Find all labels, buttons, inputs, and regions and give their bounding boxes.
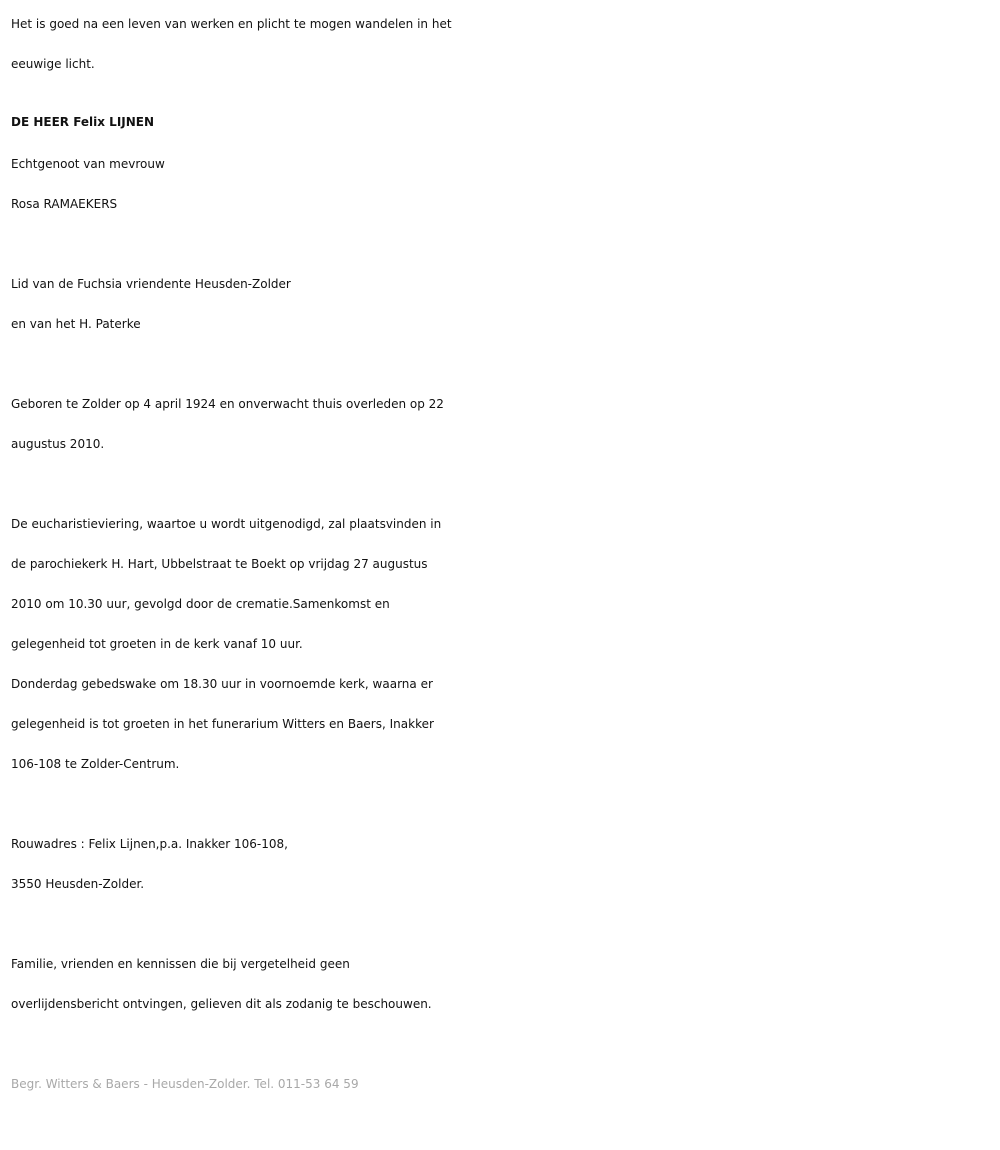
family-notice: [11, 944, 991, 1024]
address-line-1: Rouwadres : Felix Lijnen,p.a. Inakker 106-108,: [11, 837, 288, 851]
birth-death-line-2: augustus 2010.: [11, 437, 105, 451]
birth-death-info: [11, 384, 991, 464]
ceremony-line-1: De eucharistieviering, waartoe u wordt uitgenodigd, zal plaatsvinden in: [11, 517, 442, 531]
membership-line-1: Lid van de Fuchsia vriendente Heusden-Zolder: [11, 277, 291, 291]
ceremony-line-7: 106-108 te Zolder-Centrum.: [11, 757, 180, 771]
ceremony-info: [11, 504, 991, 784]
spacer: [11, 904, 991, 944]
spouse-info: [11, 144, 991, 224]
mourning-address: [11, 824, 991, 904]
spacer: [11, 224, 991, 264]
obituary-notice: [11, 4, 991, 1104]
ceremony-line-2: de parochiekerk H. Hart, Ubbelstraat te Boekt op vrijdag 27 augustus: [11, 557, 428, 571]
ceremony-line-3: 2010 om 10.30 uur, gevolgd door de crematie.Samenkomst en: [11, 597, 390, 611]
intro-line-1: Het is goed na een leven van werken en plicht te mogen wandelen in het: [11, 17, 452, 31]
ceremony-line-6: gelegenheid is tot groeten in het funerarium Witters en Baers, Inakker: [11, 717, 434, 731]
ceremony-line-5: Donderdag gebedswake om 18.30 uur in voornoemde kerk, waarna er: [11, 677, 433, 691]
spouse-line-2: Rosa RAMAEKERS: [11, 197, 118, 211]
funeral-home-footer: Begr. Witters & Baers - Heusden-Zolder. Tel. 011-53 64 59: [11, 1077, 359, 1091]
notice-line-1: Familie, vrienden en kennissen die bij vergetelheid geen: [11, 957, 350, 971]
notice-line-2: overlijdensbericht ontvingen, gelieven dit als zodanig te beschouwen.: [11, 997, 432, 1011]
spacer: [11, 784, 991, 824]
membership-line-2: en van het H. Paterke: [11, 317, 141, 331]
spacer: [11, 1024, 991, 1064]
intro-quote: [11, 4, 991, 84]
spacer: [11, 464, 991, 504]
membership-info: [11, 264, 991, 344]
birth-death-line-1: Geboren te Zolder op 4 april 1924 en onverwacht thuis overleden op 22: [11, 397, 444, 411]
ceremony-line-4: gelegenheid tot groeten in de kerk vanaf 10 uur.: [11, 637, 303, 651]
intro-line-2: eeuwige licht.: [11, 57, 95, 71]
address-line-2: 3550 Heusden-Zolder.: [11, 877, 145, 891]
spouse-line-1: Echtgenoot van mevrouw: [11, 157, 165, 171]
spacer: [11, 344, 991, 384]
deceased-name: DE HEER Felix LIJNEN: [11, 115, 155, 129]
